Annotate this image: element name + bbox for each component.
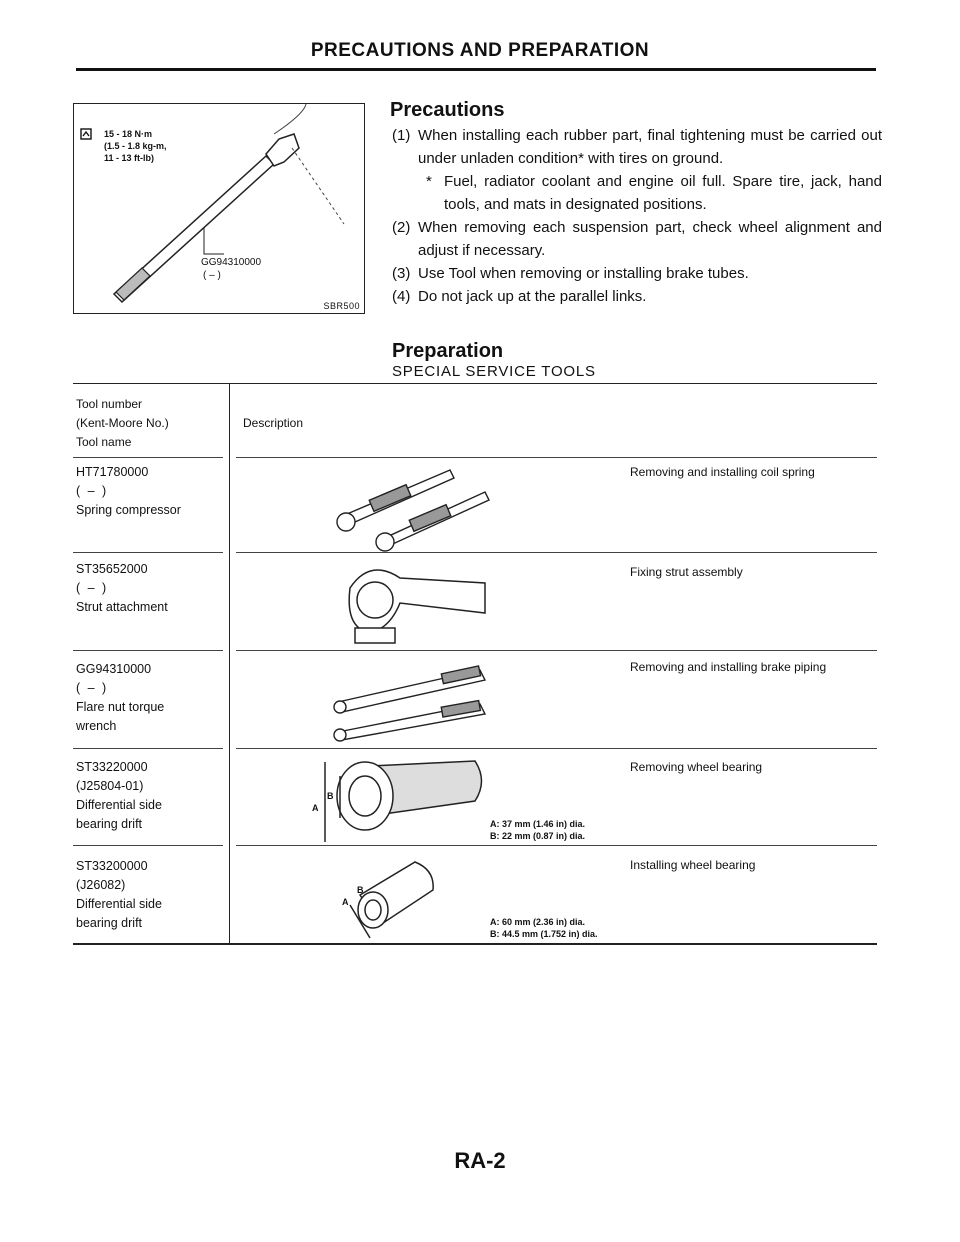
table-bottom-rule bbox=[73, 943, 877, 945]
precaution-item: (2) When removing each suspension part, check wheel alignment and adjust if necessary. bbox=[392, 219, 882, 259]
precaution-item: (1) When installing each rubber part, final tightening must be carried out under unladen condition* with tires on ground. bbox=[392, 127, 882, 167]
row-separator bbox=[236, 748, 877, 749]
table-column-divider bbox=[229, 383, 230, 943]
table-row-tool: HT71780000 ( – ) Spring compressor bbox=[76, 465, 181, 517]
table-header-tool: Tool number (Kent-Moore No.) Tool name bbox=[76, 397, 169, 449]
row-separator bbox=[73, 457, 223, 458]
figure-part-label: GG94310000 ( – ) bbox=[201, 257, 262, 281]
dimension-specs: A: 37 mm (1.46 in) dia. B: 22 mm (0.87 in) dia. bbox=[490, 819, 586, 841]
table-row-description: Removing and installing coil spring bbox=[630, 465, 815, 479]
row-separator bbox=[236, 457, 877, 458]
table-row-description: Installing wheel bearing bbox=[630, 858, 756, 872]
table-row-tool: ST33200000 (J26082) Differential side bearing drift bbox=[76, 859, 162, 930]
torque-nm: 15 - 18 N·m bbox=[104, 129, 153, 139]
precaution-item: (4) Do not jack up at the parallel links. bbox=[392, 288, 647, 305]
figure-torque-wrench bbox=[73, 103, 365, 314]
table-row-description: Removing wheel bearing bbox=[630, 760, 763, 774]
strut-attachment-icon bbox=[330, 558, 500, 650]
dimension-label-b: B bbox=[327, 791, 334, 801]
dimension-label-b: B bbox=[357, 885, 364, 895]
row-separator bbox=[236, 552, 877, 553]
preparation-subtitle: SPECIAL SERVICE TOOLS bbox=[392, 363, 596, 380]
page-title: PRECAUTIONS AND PREPARATION bbox=[310, 40, 650, 61]
row-separator bbox=[73, 650, 223, 651]
spring-compressor-icon bbox=[330, 462, 500, 552]
dimension-specs: A: 60 mm (2.36 in) dia. B: 44.5 mm (1.752 in) dia. bbox=[490, 917, 598, 939]
row-separator bbox=[73, 845, 223, 846]
bearing-drift-icon bbox=[310, 756, 490, 848]
table-row-tool: GG94310000 ( – ) Flare nut torque wrench bbox=[76, 662, 165, 733]
table-row-description: Removing and installing brake piping bbox=[630, 660, 827, 674]
torque-ftlb: 11 - 13 ft-lb) bbox=[104, 153, 155, 163]
precautions-list bbox=[392, 124, 882, 308]
dimension-label-a: A bbox=[312, 803, 319, 813]
torque-kgm: (1.5 - 1.8 kg-m, bbox=[104, 141, 167, 151]
preparation-title: Preparation bbox=[392, 340, 504, 362]
row-separator bbox=[73, 748, 223, 749]
row-separator bbox=[73, 552, 223, 553]
precautions-title: Precautions bbox=[390, 99, 505, 121]
bearing-drift-icon bbox=[335, 850, 445, 940]
precaution-note: * Fuel, radiator coolant and engine oil full. Spare tire, jack, hand tools, and mats in designated positions. bbox=[426, 173, 882, 213]
header-rule bbox=[76, 68, 876, 71]
table-row-description: Fixing strut assembly bbox=[630, 565, 743, 579]
table-row-tool: ST33220000 (J25804-01) Differential side bearing drift bbox=[76, 760, 162, 831]
table-header-description: Description bbox=[243, 416, 304, 430]
figure-code: SBR500 bbox=[323, 301, 360, 311]
page-number: RA-2 bbox=[454, 1148, 506, 1173]
dimension-label-a: A bbox=[342, 897, 349, 907]
torque-wrench-icon bbox=[330, 660, 495, 740]
wrench-illustration bbox=[74, 104, 366, 315]
table-top-rule bbox=[73, 383, 877, 384]
row-separator bbox=[236, 650, 877, 651]
table-row-tool: ST35652000 ( – ) Strut attachment bbox=[76, 562, 168, 614]
precaution-item: (3) Use Tool when removing or installing brake tubes. bbox=[392, 265, 749, 282]
